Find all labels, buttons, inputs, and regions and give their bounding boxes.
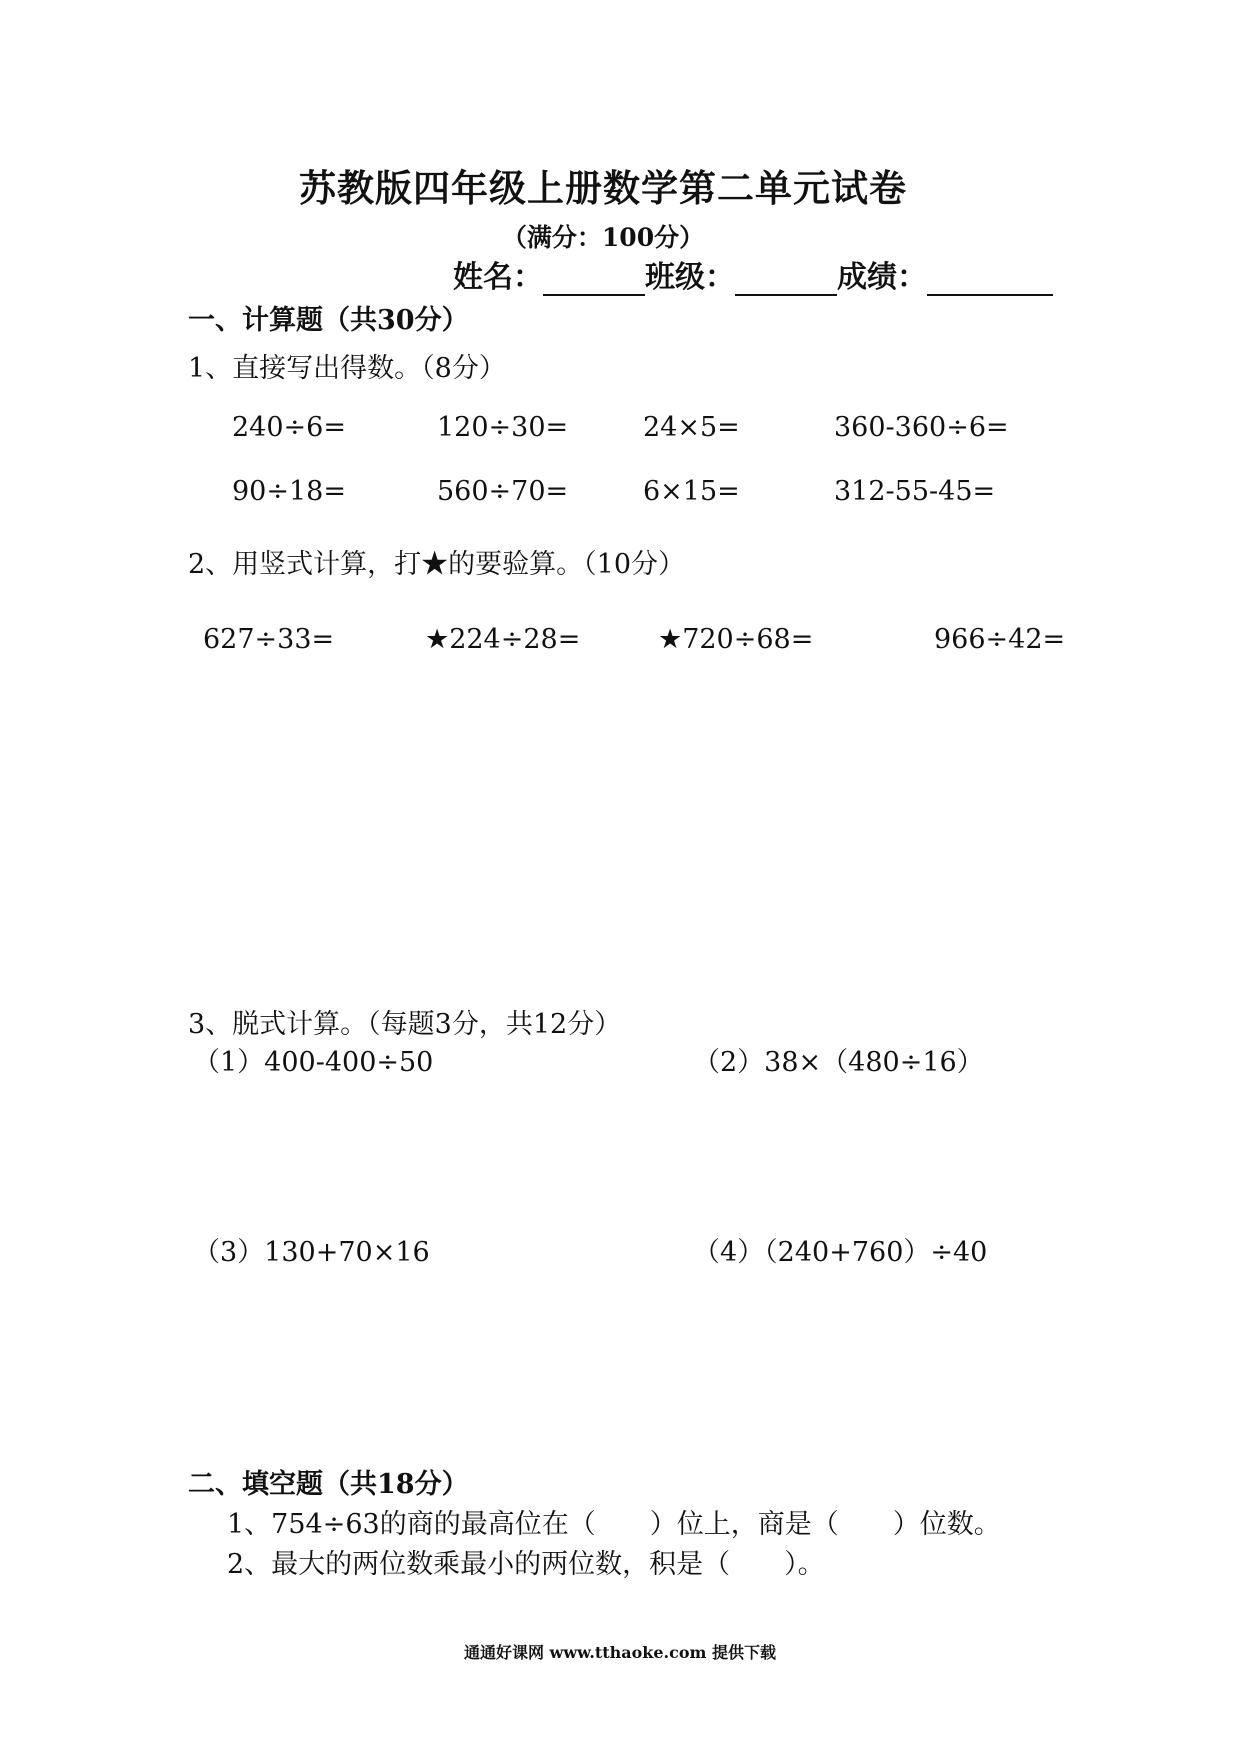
page-title: 苏教版四年级上册数学第二单元试卷	[299, 166, 907, 210]
q3-item: （2）38×（480÷16）	[693, 1047, 984, 1078]
q1-item: 6×15=	[643, 476, 740, 507]
q1-item: 312-55-45=	[834, 476, 996, 507]
q2-title: 2、用竖式计算，打★的要验算。（10分）	[188, 549, 686, 580]
q2-item: 627÷33=	[203, 624, 335, 655]
q3-item: （3）130+70×16	[193, 1237, 430, 1268]
q3-item: （4）（240+760）÷40	[693, 1237, 988, 1268]
q1-item: 560÷70=	[437, 476, 569, 507]
q1-item: 120÷30=	[437, 412, 569, 443]
q1-title: 1、直接写出得数。（8分）	[188, 353, 506, 384]
page-subtitle: （满分：100分）	[501, 223, 705, 252]
q1-item: 24×5=	[643, 412, 740, 443]
q3-title: 3、脱式计算。（每题3分，共12分）	[188, 1009, 622, 1040]
class-label: 班级：	[645, 260, 735, 295]
q3-item: （1）400-400÷50	[193, 1047, 434, 1078]
student-info-line	[453, 252, 1053, 296]
q2-item: ★720÷68=	[658, 624, 814, 655]
q1-item: 360-360÷6=	[834, 412, 1009, 443]
q1-item: 90÷18=	[232, 476, 346, 507]
footer-note: 通通好课网 www.tthaoke.com 提供下载	[463, 1643, 777, 1662]
score-blank	[927, 262, 1053, 296]
q1-item: 240÷6=	[232, 412, 346, 443]
score-label: 成绩：	[837, 260, 927, 295]
fill-item: 2、最大的两位数乘最小的两位数，积是（ ）。	[227, 1549, 825, 1580]
q2-item: 966÷42=	[934, 624, 1066, 655]
section1-heading: 一、计算题（共30分）	[188, 305, 469, 336]
class-blank	[735, 262, 837, 296]
q2-item: ★224÷28=	[425, 624, 581, 655]
fill-item: 1、754÷63的商的最高位在（ ）位上，商是（ ）位数。	[227, 1509, 1001, 1540]
section2-heading: 二、填空题（共18分）	[188, 1469, 469, 1500]
name-blank	[543, 262, 645, 296]
name-label: 姓名：	[453, 260, 543, 295]
